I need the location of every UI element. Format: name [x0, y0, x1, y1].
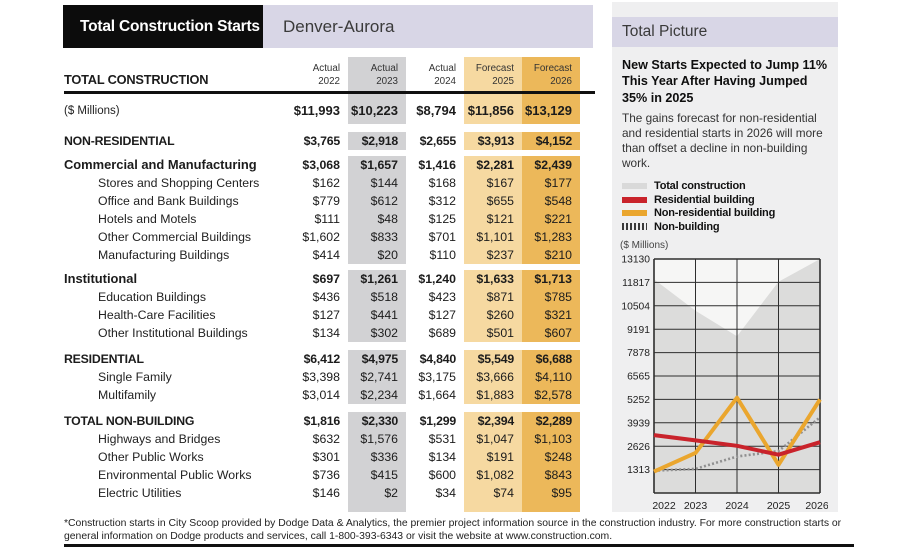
region-bar: [263, 5, 593, 48]
x-axis-label: 2022: [652, 500, 676, 513]
x-axis-label: 2026: [805, 500, 828, 513]
y-axis-label: 2626: [627, 442, 650, 454]
cell-value: $2,578: [522, 386, 580, 404]
table-row: [64, 246, 595, 264]
cell-value: $1,240: [418, 272, 456, 287]
spacer-cell: [522, 502, 580, 512]
table-row: [64, 412, 595, 430]
cell-value: $632: [312, 432, 340, 447]
legend-color-swatch: [622, 197, 647, 203]
footer-rule: [64, 544, 854, 547]
row-label: Multifamily: [98, 388, 157, 403]
column-period: Forecast: [475, 63, 514, 74]
y-axis-label: 6565: [627, 372, 650, 384]
spacer-cell: [406, 502, 464, 512]
cell-value: $4,110: [522, 368, 580, 386]
legend-color-swatch: [622, 210, 647, 216]
cell-value: $127: [428, 308, 456, 323]
cell-value: $237: [464, 246, 522, 264]
cell-value: $8,794: [416, 103, 456, 119]
cell-value: $191: [464, 448, 522, 466]
cell-value: $501: [464, 324, 522, 342]
legend-color-swatch: [622, 183, 647, 189]
cell-value: $177: [522, 174, 580, 192]
table-row: [64, 430, 595, 448]
panel-title-bar: [612, 17, 838, 47]
column-year: 2023: [376, 75, 398, 87]
cell-value: $3,666: [464, 368, 522, 386]
cell-value: $301: [312, 450, 340, 465]
cell-value: $785: [522, 288, 580, 306]
table-row: [64, 386, 595, 404]
row-label: Health-Care Facilities: [98, 308, 216, 323]
report-title: Total Construction Starts: [80, 17, 260, 35]
cell-value: $4,840: [419, 352, 456, 367]
cell-value: $121: [464, 210, 522, 228]
column-period: Actual: [312, 63, 340, 74]
cell-value: $1,082: [464, 466, 522, 484]
cell-value: $95: [522, 484, 580, 502]
cell-value: $1,576: [348, 430, 406, 448]
row-label: Office and Bank Buildings: [98, 194, 239, 209]
cell-value: $2,330: [348, 412, 406, 430]
column-year: 2025: [492, 75, 514, 87]
table-row: [64, 350, 595, 368]
column-year: 2026: [550, 75, 572, 87]
cell-value: $607: [522, 324, 580, 342]
row-label: ($ Millions): [64, 105, 120, 118]
cell-value: $436: [312, 290, 340, 305]
panel-title: Total Picture: [622, 23, 708, 40]
cell-value: $162: [312, 176, 340, 191]
legend-item: [622, 220, 838, 234]
legend-label: Residential building: [654, 193, 755, 206]
table-row: [64, 324, 595, 342]
row-label: Other Commercial Buildings: [98, 230, 252, 245]
cell-value: $518: [348, 288, 406, 306]
cell-value: $2,918: [348, 132, 406, 150]
row-label: Single Family: [98, 370, 172, 385]
cell-value: $5,549: [464, 350, 522, 368]
cell-value: $11,993: [293, 103, 340, 119]
cell-value: $48: [348, 210, 406, 228]
cell-value: $833: [348, 228, 406, 246]
cell-value: $441: [348, 306, 406, 324]
cell-value: $1,103: [522, 430, 580, 448]
cell-value: $697: [312, 272, 340, 287]
cell-value: $2,439: [522, 156, 580, 174]
y-axis-label: 7878: [627, 348, 650, 360]
cell-value: $127: [312, 308, 340, 323]
cell-value: $736: [312, 468, 340, 483]
x-axis-label: 2025: [766, 500, 791, 513]
row-label: Stores and Shopping Centers: [98, 176, 260, 191]
table-row: [64, 132, 595, 150]
cell-value: $1,664: [418, 388, 456, 403]
column-year: 2024: [434, 75, 456, 87]
cell-value: $110: [429, 248, 456, 263]
row-label: Environmental Public Works: [98, 468, 252, 483]
table-band-spacer: [64, 502, 595, 512]
cell-value: $689: [428, 326, 456, 341]
cell-value: $1,101: [464, 228, 522, 246]
cell-value: $144: [348, 174, 406, 192]
table-row: [64, 368, 595, 386]
y-axis-label: 10504: [621, 301, 650, 313]
table-row: [64, 270, 595, 288]
cell-value: $415: [348, 466, 406, 484]
report-title-bar: [63, 5, 263, 48]
column-header-2024: [406, 57, 464, 91]
legend-item: [622, 206, 838, 220]
cell-value: $6,412: [303, 352, 340, 367]
cell-value: $1,713: [522, 270, 580, 288]
cell-value: $125: [428, 212, 456, 227]
cell-value: $6,688: [522, 350, 580, 368]
row-label: Institutional: [64, 271, 138, 287]
cell-value: $3,175: [418, 370, 456, 385]
cell-value: $167: [464, 174, 522, 192]
cell-value: $302: [348, 324, 406, 342]
column-period: Actual: [370, 63, 398, 74]
cell-value: $3,765: [303, 134, 340, 149]
cell-value: $312: [428, 194, 456, 209]
x-axis-label: 2023: [683, 500, 708, 513]
y-axis-label: 11817: [622, 278, 650, 290]
cell-value: $321: [522, 306, 580, 324]
legend-label: Total construction: [654, 180, 746, 193]
cell-value: $336: [348, 448, 406, 466]
cell-value: $779: [312, 194, 340, 209]
row-label: Highways and Bridges: [98, 432, 221, 447]
row-label: Electric Utilities: [98, 486, 182, 501]
legend-item: [622, 179, 838, 193]
cell-value: $1,883: [464, 386, 522, 404]
cell-value: $3,913: [464, 132, 522, 150]
cell-value: $612: [348, 192, 406, 210]
cell-value: $4,975: [348, 350, 406, 368]
row-label: Hotels and Motels: [98, 212, 197, 227]
cell-value: $1,416: [418, 158, 456, 173]
cell-value: $4,152: [522, 132, 580, 150]
y-axis-label: 9191: [627, 325, 650, 337]
table-row: [64, 484, 595, 502]
row-label: Other Public Works: [98, 450, 204, 465]
cell-value: $1,816: [303, 414, 340, 429]
table-row: [64, 156, 595, 174]
cell-value: $3,068: [302, 158, 340, 173]
cell-value: $20: [348, 246, 406, 264]
cell-value: $1,261: [348, 270, 406, 288]
cell-value: $1,657: [348, 156, 406, 174]
total-picture-panel: [612, 2, 838, 512]
footnote-text: *Construction starts in City Scoop provided by Dodge Data & Analytics, the premier project information source in the construction industry. For more construction starts or general information on Dodge products and services, call 1-800-393-6343 or visit the website at www.construction.com.: [64, 518, 842, 543]
trend-chart: [618, 253, 838, 520]
cell-value: $2,741: [348, 368, 406, 386]
legend-label: Non-residential building: [654, 207, 776, 220]
cell-value: $260: [464, 306, 522, 324]
cell-value: $1,283: [522, 228, 580, 246]
column-header-2026: [522, 57, 580, 91]
cell-value: $2,655: [419, 134, 456, 149]
region-name: Denver-Aurora: [283, 16, 395, 36]
cell-value: $2,289: [522, 412, 580, 430]
cell-value: $134: [428, 450, 456, 465]
table-row: [64, 288, 595, 306]
table-row: [64, 306, 595, 324]
table-header-row: [64, 57, 595, 91]
panel-headline: New Starts Expected to Jump 11% This Year After Having Jumped 35% in 2025: [622, 58, 828, 105]
table-row: [64, 228, 595, 246]
chart-units-label: ($ Millions): [620, 240, 669, 252]
cell-value: $134: [312, 326, 340, 341]
cell-value: $1,602: [302, 230, 340, 245]
row-label: RESIDENTIAL: [64, 352, 144, 367]
spacer-cell: [290, 502, 348, 512]
construction-starts-table: [64, 57, 595, 512]
column-header-2023: [348, 57, 406, 91]
cell-value: $414: [312, 248, 340, 263]
cell-value: $11,856: [464, 94, 522, 124]
cell-value: $74: [464, 484, 522, 502]
table-row: [64, 174, 595, 192]
column-header-2025: [464, 57, 522, 91]
table-row: [64, 94, 595, 124]
cell-value: $2,394: [464, 412, 522, 430]
cell-value: $655: [464, 192, 522, 210]
cell-value: $2: [348, 484, 406, 502]
spacer-cell: [348, 502, 406, 512]
cell-value: $10,223: [348, 94, 406, 124]
column-period: Forecast: [533, 63, 572, 74]
cell-value: $843: [522, 466, 580, 484]
y-axis-label: 5252: [627, 395, 650, 407]
cell-value: $701: [428, 230, 456, 245]
cell-value: $871: [464, 288, 522, 306]
cell-value: $3,398: [302, 370, 340, 385]
cell-value: $2,234: [348, 386, 406, 404]
row-label: Other Institutional Buildings: [98, 326, 248, 341]
table-row: [64, 192, 595, 210]
cell-value: $34: [435, 486, 456, 501]
cell-value: $423: [428, 290, 456, 305]
row-label: Commercial and Manufacturing: [64, 157, 257, 173]
table-corner-label: TOTAL CONSTRUCTION: [64, 72, 209, 88]
cell-value: $1,299: [419, 414, 456, 429]
legend-label: Non-building: [654, 220, 720, 233]
cell-value: $1,633: [464, 270, 522, 288]
row-label: NON-RESIDENTIAL: [64, 134, 175, 149]
cell-value: $13,129: [522, 94, 580, 124]
spacer-cell: [464, 502, 522, 512]
column-header-2022: [290, 57, 348, 91]
legend-hatch-swatch: [622, 223, 647, 230]
cell-value: $221: [522, 210, 580, 228]
table-row: [64, 466, 595, 484]
cell-value: $210: [522, 246, 580, 264]
spacer-cell: [64, 502, 290, 512]
cell-value: $146: [312, 486, 340, 501]
y-axis-label: 13130: [621, 255, 650, 267]
cell-value: $1,047: [464, 430, 522, 448]
column-period: Actual: [428, 63, 456, 74]
cell-value: $3,014: [302, 388, 340, 403]
cell-value: $600: [428, 468, 456, 483]
row-label: Education Buildings: [98, 290, 207, 305]
cell-value: $2,281: [464, 156, 522, 174]
y-axis-label: 3939: [627, 418, 650, 430]
x-axis-label: 2024: [725, 500, 749, 513]
legend-item: [622, 193, 838, 207]
table-row: [64, 448, 595, 466]
cell-value: $168: [428, 176, 456, 191]
panel-body-text: The gains forecast for non-residential and residential starts in 2026 will more than offset a decline in non-building work.: [622, 111, 823, 171]
chart-legend: [622, 179, 838, 233]
cell-value: $248: [522, 448, 580, 466]
row-label: Manufacturing Buildings: [98, 248, 230, 263]
table-row: [64, 210, 595, 228]
y-axis-label: 1313: [627, 465, 650, 477]
cell-value: $548: [522, 192, 580, 210]
column-year: 2022: [318, 75, 340, 87]
cell-value: $111: [314, 212, 340, 227]
cell-value: $531: [428, 432, 456, 447]
row-label: TOTAL NON-BUILDING: [64, 414, 195, 429]
